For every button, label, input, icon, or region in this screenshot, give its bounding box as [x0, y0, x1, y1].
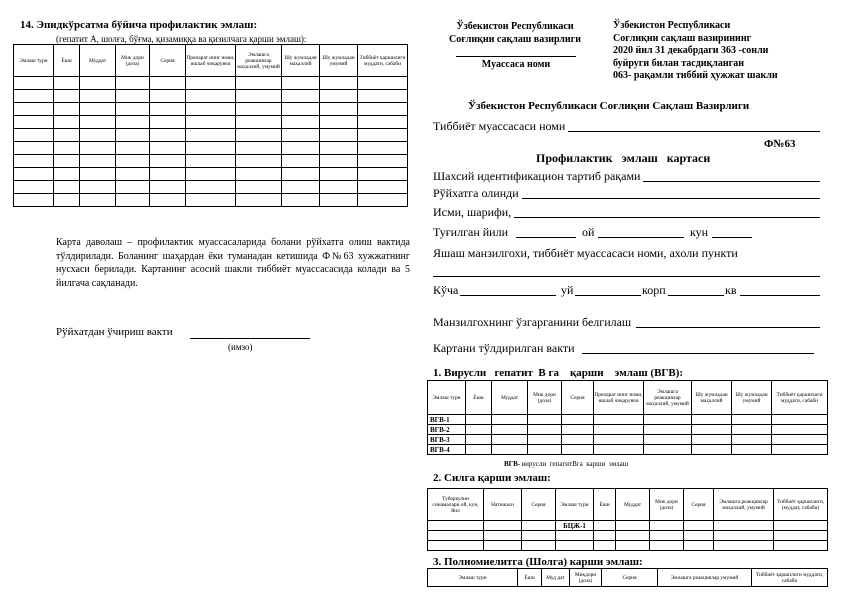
- table-cell[interactable]: [14, 116, 54, 129]
- instructions-paragraph: Карта даволаш – профилактик муассасаларида болани рўйхатга олиш вактида тўлдирилади. Боланинг шаҳардан ёки туманадан кетишида Ф№63 хужжатнинг нусхаси берилади. Картанинг асосий шакли тиббиёт муассасасида колади ва 5 йилгача сақланади.: [56, 237, 410, 289]
- table-cell[interactable]: [282, 142, 320, 155]
- table-header-cell: Шу жумладан умумий: [320, 45, 358, 77]
- approval-block: [613, 20, 778, 83]
- table-cell[interactable]: [562, 445, 594, 455]
- table-cell[interactable]: [320, 181, 358, 194]
- table-row: [14, 142, 408, 155]
- ministry-line-1: Ўзбекистон Республикаси: [456, 21, 574, 32]
- table-cell[interactable]: [186, 168, 236, 181]
- registered-field[interactable]: [522, 198, 820, 199]
- section-14-table: [13, 44, 408, 207]
- table-cell[interactable]: [282, 155, 320, 168]
- table-header-cell: Мик дори (доза): [528, 381, 562, 415]
- street-label: Кўча: [433, 283, 459, 297]
- full-name-label: Исми, шарифи,: [433, 205, 512, 219]
- table-cell[interactable]: [428, 521, 484, 531]
- table-cell[interactable]: [358, 181, 408, 194]
- table-cell[interactable]: [54, 90, 80, 103]
- table-cell[interactable]: [54, 129, 80, 142]
- table-cell[interactable]: [428, 531, 484, 541]
- section-1-title: 1. Вирусли гепатит В га қарши эмлаш (ВГВ):: [433, 367, 684, 379]
- building-field[interactable]: [668, 295, 724, 296]
- table-header-cell: Мик дори (доза): [116, 45, 150, 77]
- approval-line-2: Соғлиқни сақлаш вазирининг: [613, 32, 752, 44]
- table-header-row: [428, 381, 828, 415]
- table-cell[interactable]: [150, 129, 186, 142]
- table-cell[interactable]: [594, 531, 616, 541]
- table-cell[interactable]: [320, 129, 358, 142]
- table-cell[interactable]: [186, 142, 236, 155]
- table-row: [428, 445, 828, 455]
- table-cell[interactable]: [358, 103, 408, 116]
- polio-table: [427, 568, 828, 587]
- table-cell[interactable]: [186, 129, 236, 142]
- table-cell[interactable]: [150, 90, 186, 103]
- table-cell[interactable]: [562, 415, 594, 425]
- table-cell[interactable]: [594, 541, 616, 551]
- table-cell[interactable]: [116, 168, 150, 181]
- table-header-cell: Эмлашга реакциялар маҳаллий, умумий: [236, 45, 282, 77]
- table-cell[interactable]: [186, 90, 236, 103]
- table-cell[interactable]: [320, 90, 358, 103]
- section-14-subtitle: (гепатит А, шолғa, бўғмa, қизамиққа ва қизилчага қарши эмлаш):: [56, 34, 307, 44]
- table-cell[interactable]: [320, 155, 358, 168]
- address-change-label: Манзилгохнинг ўзгарганини белгилаш: [433, 315, 632, 329]
- table-cell[interactable]: [54, 77, 80, 90]
- table-cell[interactable]: [320, 142, 358, 155]
- table-cell[interactable]: [54, 181, 80, 194]
- table-cell[interactable]: [732, 435, 772, 445]
- table-header-cell: Эмлаш тури: [428, 381, 466, 415]
- address-field[interactable]: [433, 276, 820, 277]
- table-cell[interactable]: [562, 435, 594, 445]
- table-cell[interactable]: [282, 116, 320, 129]
- table-cell[interactable]: [236, 142, 282, 155]
- table-cell[interactable]: [684, 541, 714, 551]
- table-cell[interactable]: [556, 531, 594, 541]
- approval-line-1: Ўзбекистон Республикаси: [613, 20, 731, 31]
- hepatitis-b-note-abbr: ВГВ: [504, 460, 518, 468]
- row-label: ВГВ-1: [428, 415, 466, 425]
- table-cell[interactable]: [282, 194, 320, 207]
- table-cell[interactable]: [54, 168, 80, 181]
- ministry-header: [430, 20, 600, 46]
- table-cell[interactable]: [150, 103, 186, 116]
- street-field[interactable]: [460, 295, 556, 296]
- table-cell[interactable]: [522, 531, 556, 541]
- table-cell[interactable]: [594, 435, 644, 445]
- table-cell[interactable]: [714, 541, 774, 551]
- table-cell[interactable]: [186, 155, 236, 168]
- table-cell[interactable]: [236, 129, 282, 142]
- table-row: [428, 531, 828, 541]
- table-cell[interactable]: [616, 531, 650, 541]
- table-cell[interactable]: [236, 103, 282, 116]
- removal-date-label: Рўйхатдан ўчириш вакти: [56, 326, 173, 338]
- table-cell[interactable]: [466, 435, 492, 445]
- table-cell[interactable]: [282, 181, 320, 194]
- birth-year-label: Туғилган йили: [433, 225, 508, 239]
- table-cell[interactable]: [320, 77, 358, 90]
- table-row: [14, 103, 408, 116]
- table-cell[interactable]: [644, 415, 692, 425]
- birth-month-field[interactable]: [598, 237, 684, 238]
- table-row: [14, 155, 408, 168]
- table-cell[interactable]: [644, 445, 692, 455]
- table-cell[interactable]: [14, 168, 54, 181]
- table-cell[interactable]: [150, 155, 186, 168]
- table-row: [14, 129, 408, 142]
- table-header-cell: Серия: [562, 381, 594, 415]
- table-row: [14, 181, 408, 194]
- hepatitis-b-note-text: - вирусли гепатитВга карши эмлаш: [517, 460, 629, 468]
- table-cell[interactable]: [14, 181, 54, 194]
- registered-label: Рўйхатга олинди: [433, 186, 519, 200]
- table-cell[interactable]: [236, 77, 282, 90]
- table-cell[interactable]: [692, 425, 732, 435]
- table-cell[interactable]: [236, 116, 282, 129]
- table-cell[interactable]: [358, 194, 408, 207]
- table-cell[interactable]: [236, 168, 282, 181]
- apartment-field[interactable]: [740, 295, 820, 296]
- table-cell[interactable]: [774, 541, 828, 551]
- house-label: уй: [561, 283, 574, 297]
- table-cell[interactable]: [150, 142, 186, 155]
- table-cell[interactable]: [282, 168, 320, 181]
- table-cell[interactable]: [116, 142, 150, 155]
- approval-line-4: буйруги билан тасдиқланган: [613, 57, 744, 69]
- filled-date-field[interactable]: [582, 353, 814, 354]
- table-cell[interactable]: [236, 155, 282, 168]
- table-cell[interactable]: [692, 415, 732, 425]
- table-cell[interactable]: [116, 129, 150, 142]
- table-row: [14, 116, 408, 129]
- table-cell[interactable]: [116, 77, 150, 90]
- table-cell[interactable]: [616, 541, 650, 551]
- table-cell[interactable]: [772, 435, 828, 445]
- table-cell[interactable]: [282, 103, 320, 116]
- table-header-cell: Эмлашга реакциялар маҳаллий, умумий: [644, 381, 692, 415]
- table-header-cell: Шу жумладан маҳаллий: [282, 45, 320, 77]
- table-cell[interactable]: [320, 116, 358, 129]
- table-cell[interactable]: [282, 129, 320, 142]
- table-cell[interactable]: [116, 90, 150, 103]
- table-cell[interactable]: [492, 445, 528, 455]
- table-cell[interactable]: [562, 425, 594, 435]
- table-header-cell: Тиббиёт қаршилиги муддати, сабаби: [772, 381, 828, 415]
- hepatitis-b-table: [427, 380, 828, 455]
- table-header-cell: Эмлашга реакциялар умумий: [658, 569, 752, 587]
- table-header-cell: Эмлаш тури: [14, 45, 54, 77]
- table-cell[interactable]: [80, 116, 116, 129]
- table-header-cell: Эмлаш тури: [556, 489, 594, 521]
- table-header-cell: Серия: [522, 489, 556, 521]
- table-header-cell: Ёши: [518, 569, 542, 587]
- table-cell[interactable]: [320, 194, 358, 207]
- filled-date-label: Картани тўлдирилган вакти: [433, 341, 575, 355]
- table-header-cell: Миқдори (доза): [570, 569, 602, 587]
- table-cell[interactable]: [80, 155, 116, 168]
- table-cell[interactable]: [358, 116, 408, 129]
- table-cell[interactable]: [616, 521, 650, 531]
- table-cell[interactable]: [14, 103, 54, 116]
- table-cell[interactable]: [644, 425, 692, 435]
- table-header-cell: Серия: [684, 489, 714, 521]
- table-cell[interactable]: [186, 116, 236, 129]
- table-row: [14, 194, 408, 207]
- table-cell[interactable]: [80, 168, 116, 181]
- table-cell[interactable]: [650, 531, 684, 541]
- table-cell[interactable]: [684, 531, 714, 541]
- table-cell[interactable]: [80, 77, 116, 90]
- table-cell[interactable]: [484, 541, 522, 551]
- approval-line-5: 063- рақамли тиббий ҳужжат шакли: [613, 70, 778, 81]
- table-row: [428, 425, 828, 435]
- table-header-cell: Шу жумладан маҳаллий: [692, 381, 732, 415]
- table-cell[interactable]: [186, 77, 236, 90]
- table-header-row: [14, 45, 408, 77]
- table-cell[interactable]: [774, 531, 828, 541]
- table-cell[interactable]: [492, 425, 528, 435]
- table-cell[interactable]: [522, 541, 556, 551]
- form-number: Ф№63: [764, 138, 796, 150]
- table-cell[interactable]: [358, 155, 408, 168]
- table-cell[interactable]: [692, 435, 732, 445]
- table-cell[interactable]: [116, 155, 150, 168]
- table-cell[interactable]: [54, 194, 80, 207]
- table-cell[interactable]: [14, 129, 54, 142]
- house-field[interactable]: [575, 295, 641, 296]
- table-cell[interactable]: [528, 445, 562, 455]
- table-cell[interactable]: [150, 181, 186, 194]
- section-14-title: 14. Эпидкўрсатма бўйича профилактик эмлаш:: [20, 19, 258, 31]
- table-header-cell: Ёши: [466, 381, 492, 415]
- address-change-field[interactable]: [636, 327, 820, 328]
- table-cell[interactable]: [236, 181, 282, 194]
- table-header-cell: Муд дат: [542, 569, 570, 587]
- tuberculosis-table: [427, 488, 828, 551]
- table-cell[interactable]: [732, 425, 772, 435]
- table-cell[interactable]: [692, 445, 732, 455]
- address-label: Яшаш манзилгохи, тиббиёт муассасаси номи, ахоли пункти: [433, 246, 738, 260]
- table-cell[interactable]: [484, 521, 522, 531]
- table-cell[interactable]: [492, 435, 528, 445]
- institution-name-line[interactable]: [456, 56, 576, 57]
- table-cell[interactable]: [14, 90, 54, 103]
- table-cell[interactable]: [594, 521, 616, 531]
- row-label: ВГВ-4: [428, 445, 466, 455]
- signature-label: (имзо): [228, 342, 253, 352]
- table-header-cell: Серия: [150, 45, 186, 77]
- table-header-cell: Ёши: [594, 489, 616, 521]
- table-header-cell: Тиббиёт қаршилиги муддати, сабаби: [358, 45, 408, 77]
- table-cell[interactable]: [116, 116, 150, 129]
- table-header-cell: Туберкулин синамалари ой, кун, йил: [428, 489, 484, 521]
- table-cell[interactable]: [236, 90, 282, 103]
- table-cell[interactable]: [772, 415, 828, 425]
- birth-month-label: ой: [582, 225, 595, 239]
- table-header-cell: Препарат нинг номи, ишлаб чиқарувчи: [594, 381, 644, 415]
- table-cell[interactable]: [186, 181, 236, 194]
- birth-year-field[interactable]: [516, 237, 576, 238]
- table-header-cell: Шу жумладан умумий: [732, 381, 772, 415]
- table-cell[interactable]: [116, 103, 150, 116]
- apartment-label: кв: [725, 283, 737, 297]
- birth-day-field[interactable]: [712, 237, 752, 238]
- table-header-cell: Муддат: [616, 489, 650, 521]
- table-cell[interactable]: [528, 415, 562, 425]
- table-cell[interactable]: [54, 142, 80, 155]
- table-cell[interactable]: [650, 541, 684, 551]
- section-3-title: 3. Полиомиелитга (Шолга) карши эмлаш:: [433, 556, 643, 568]
- table-header-cell: Эмлаш тури: [428, 569, 518, 587]
- table-cell[interactable]: [116, 194, 150, 207]
- table-row: [428, 415, 828, 425]
- table-cell[interactable]: [186, 103, 236, 116]
- bcg-1-label: БЦЖ-1: [556, 521, 594, 531]
- removal-date-field[interactable]: [190, 338, 310, 339]
- table-header-row: [428, 489, 828, 521]
- table-row: [428, 541, 828, 551]
- ministry-line-2: Соғлиқни сақлаш вазирлиги: [449, 34, 581, 45]
- table-header-cell: Эмлашга реакциялар маҳаллий, умумий: [714, 489, 774, 521]
- personal-id-field[interactable]: [643, 181, 820, 182]
- table-row: [14, 168, 408, 181]
- table-cell[interactable]: [466, 415, 492, 425]
- table-cell[interactable]: [150, 77, 186, 90]
- table-cell[interactable]: [80, 194, 116, 207]
- table-cell[interactable]: [772, 445, 828, 455]
- table-row: [14, 77, 408, 90]
- table-cell[interactable]: [358, 142, 408, 155]
- birth-day-label: кун: [690, 225, 709, 239]
- table-cell[interactable]: [466, 425, 492, 435]
- table-cell[interactable]: [14, 77, 54, 90]
- table-cell[interactable]: [320, 168, 358, 181]
- table-cell[interactable]: [14, 155, 54, 168]
- table-header-cell: Муддат: [80, 45, 116, 77]
- table-header-cell: Натижаси: [484, 489, 522, 521]
- table-cell[interactable]: [80, 142, 116, 155]
- table-cell[interactable]: [116, 181, 150, 194]
- medical-institution-field[interactable]: [568, 131, 820, 132]
- table-cell[interactable]: [320, 103, 358, 116]
- institution-label: Муассаса номи: [481, 59, 551, 70]
- table-header-cell: Тиббиёт қаршилиги, (муддат, сабаби): [774, 489, 828, 521]
- table-cell[interactable]: [714, 521, 774, 531]
- table-cell[interactable]: [492, 415, 528, 425]
- table-cell[interactable]: [556, 541, 594, 551]
- personal-id-label: Шахсий идентификацион тартиб рақами: [433, 169, 641, 183]
- table-header-cell: Ёши: [54, 45, 80, 77]
- table-cell[interactable]: [80, 103, 116, 116]
- table-cell[interactable]: [428, 541, 484, 551]
- table-cell[interactable]: [644, 435, 692, 445]
- table-cell[interactable]: [80, 129, 116, 142]
- table-cell[interactable]: [732, 415, 772, 425]
- table-cell[interactable]: [150, 168, 186, 181]
- table-cell[interactable]: [54, 155, 80, 168]
- table-cell[interactable]: [358, 77, 408, 90]
- table-cell[interactable]: [54, 103, 80, 116]
- table-cell[interactable]: [54, 116, 80, 129]
- table-cell[interactable]: [650, 521, 684, 531]
- row-label: ВГВ-3: [428, 435, 466, 445]
- full-name-field[interactable]: [514, 217, 820, 218]
- table-cell[interactable]: [358, 168, 408, 181]
- table-cell[interactable]: [80, 181, 116, 194]
- table-row: [428, 521, 828, 531]
- table-cell[interactable]: [358, 129, 408, 142]
- hepatitis-b-note: [504, 460, 628, 468]
- table-cell[interactable]: [80, 90, 116, 103]
- building-label: корп: [642, 283, 666, 297]
- table-row: [428, 435, 828, 445]
- table-cell[interactable]: [466, 445, 492, 455]
- table-cell[interactable]: [14, 142, 54, 155]
- table-cell[interactable]: [594, 425, 644, 435]
- table-header-cell: Тиббиёт қаршилиги муддати, сабаби: [752, 569, 828, 587]
- table-cell[interactable]: [236, 194, 282, 207]
- table-cell[interactable]: [684, 521, 714, 531]
- table-cell[interactable]: [594, 415, 644, 425]
- table-cell[interactable]: [282, 77, 320, 90]
- table-header-cell: Мик дори (доза): [650, 489, 684, 521]
- table-cell[interactable]: [186, 194, 236, 207]
- table-header-row: [428, 569, 828, 587]
- table-cell[interactable]: [484, 531, 522, 541]
- table-cell[interactable]: [528, 435, 562, 445]
- table-cell[interactable]: [150, 116, 186, 129]
- table-cell[interactable]: [594, 445, 644, 455]
- table-row: [14, 90, 408, 103]
- table-header-cell: Муддат: [492, 381, 528, 415]
- table-cell[interactable]: [150, 194, 186, 207]
- table-cell[interactable]: [714, 531, 774, 541]
- medical-institution-label: Тиббиёт муассасаси номи: [433, 119, 566, 133]
- table-cell[interactable]: [282, 90, 320, 103]
- form-ministry-title: Ўзбекистон Республикаси Соғлиқни Сақлаш Вазирлиги: [468, 100, 750, 112]
- table-cell[interactable]: [14, 194, 54, 207]
- table-cell[interactable]: [772, 425, 828, 435]
- section-2-title: 2. Силга қарши эмлаш:: [433, 472, 551, 484]
- table-cell[interactable]: [732, 445, 772, 455]
- table-cell[interactable]: [522, 521, 556, 531]
- table-cell[interactable]: [528, 425, 562, 435]
- table-header-cell: Серия: [602, 569, 658, 587]
- table-header-cell: Препарат нинг номи, ишлаб чиқарувчи: [186, 45, 236, 77]
- table-cell[interactable]: [358, 90, 408, 103]
- approval-line-3: 2020 йил 31 декабрдаги 363 -сонли: [613, 45, 769, 56]
- table-cell[interactable]: [774, 521, 828, 531]
- card-title: Профилактик эмлаш картаси: [536, 151, 711, 165]
- row-label: ВГВ-2: [428, 425, 466, 435]
